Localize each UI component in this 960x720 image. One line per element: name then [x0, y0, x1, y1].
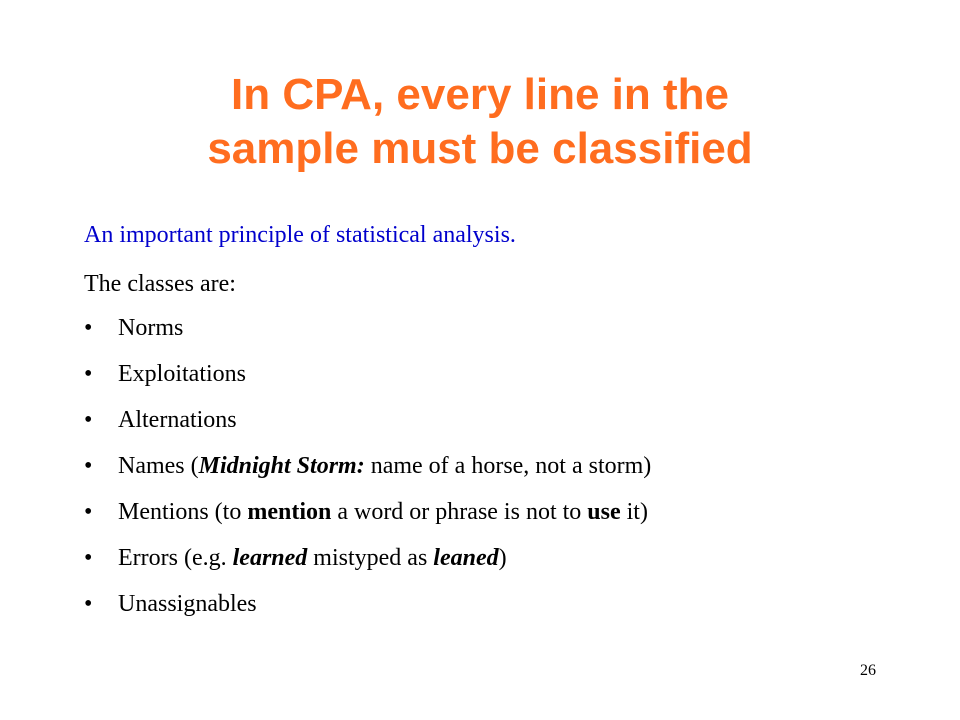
list-item-text — [118, 450, 651, 482]
text-run: use — [587, 499, 621, 525]
lead-text: The classes are: — [84, 271, 236, 297]
text-run: Midnight Storm: — [198, 453, 365, 479]
text-run: leaned — [433, 545, 499, 571]
text-run: Names ( — [118, 453, 199, 479]
list-item-text — [118, 404, 237, 436]
text-run: Norms — [118, 315, 184, 341]
intro-text: An important principle of statistical analysis. — [84, 222, 516, 248]
text-run: mistyped as — [307, 545, 434, 571]
text-run: Exploitations — [118, 361, 246, 387]
text-run: Alternations — [118, 407, 237, 433]
text-run: a word or phrase is not to — [331, 499, 588, 525]
text-run: Errors (e.g. — [118, 545, 233, 571]
bullet-icon: • — [84, 453, 93, 479]
bullet-icon: • — [84, 591, 93, 617]
bullet-icon: • — [84, 545, 93, 571]
text-run: Unassignables — [118, 591, 257, 617]
slide-title — [0, 68, 960, 176]
list-item-text — [118, 496, 648, 528]
text-run: it) — [620, 499, 648, 525]
list-item-text — [118, 542, 507, 574]
text-run: learned — [232, 545, 308, 571]
slide-title-line-1: In CPA, every line in the — [231, 70, 729, 119]
bullet-icon: • — [84, 315, 93, 341]
text-run: name of a horse, not a storm) — [364, 453, 652, 479]
text-run: ) — [498, 545, 507, 571]
text-run: mention — [247, 499, 332, 525]
list-item-text — [118, 312, 183, 344]
list-item-text — [118, 358, 246, 390]
bullet-icon: • — [84, 499, 93, 525]
slide-title-line-2: sample must be classified — [207, 124, 753, 173]
page-number: 26 — [860, 662, 876, 679]
bullet-icon: • — [84, 361, 93, 387]
bullet-icon: • — [84, 407, 93, 433]
list-item-text — [118, 588, 257, 620]
text-run: Mentions (to — [118, 499, 248, 525]
